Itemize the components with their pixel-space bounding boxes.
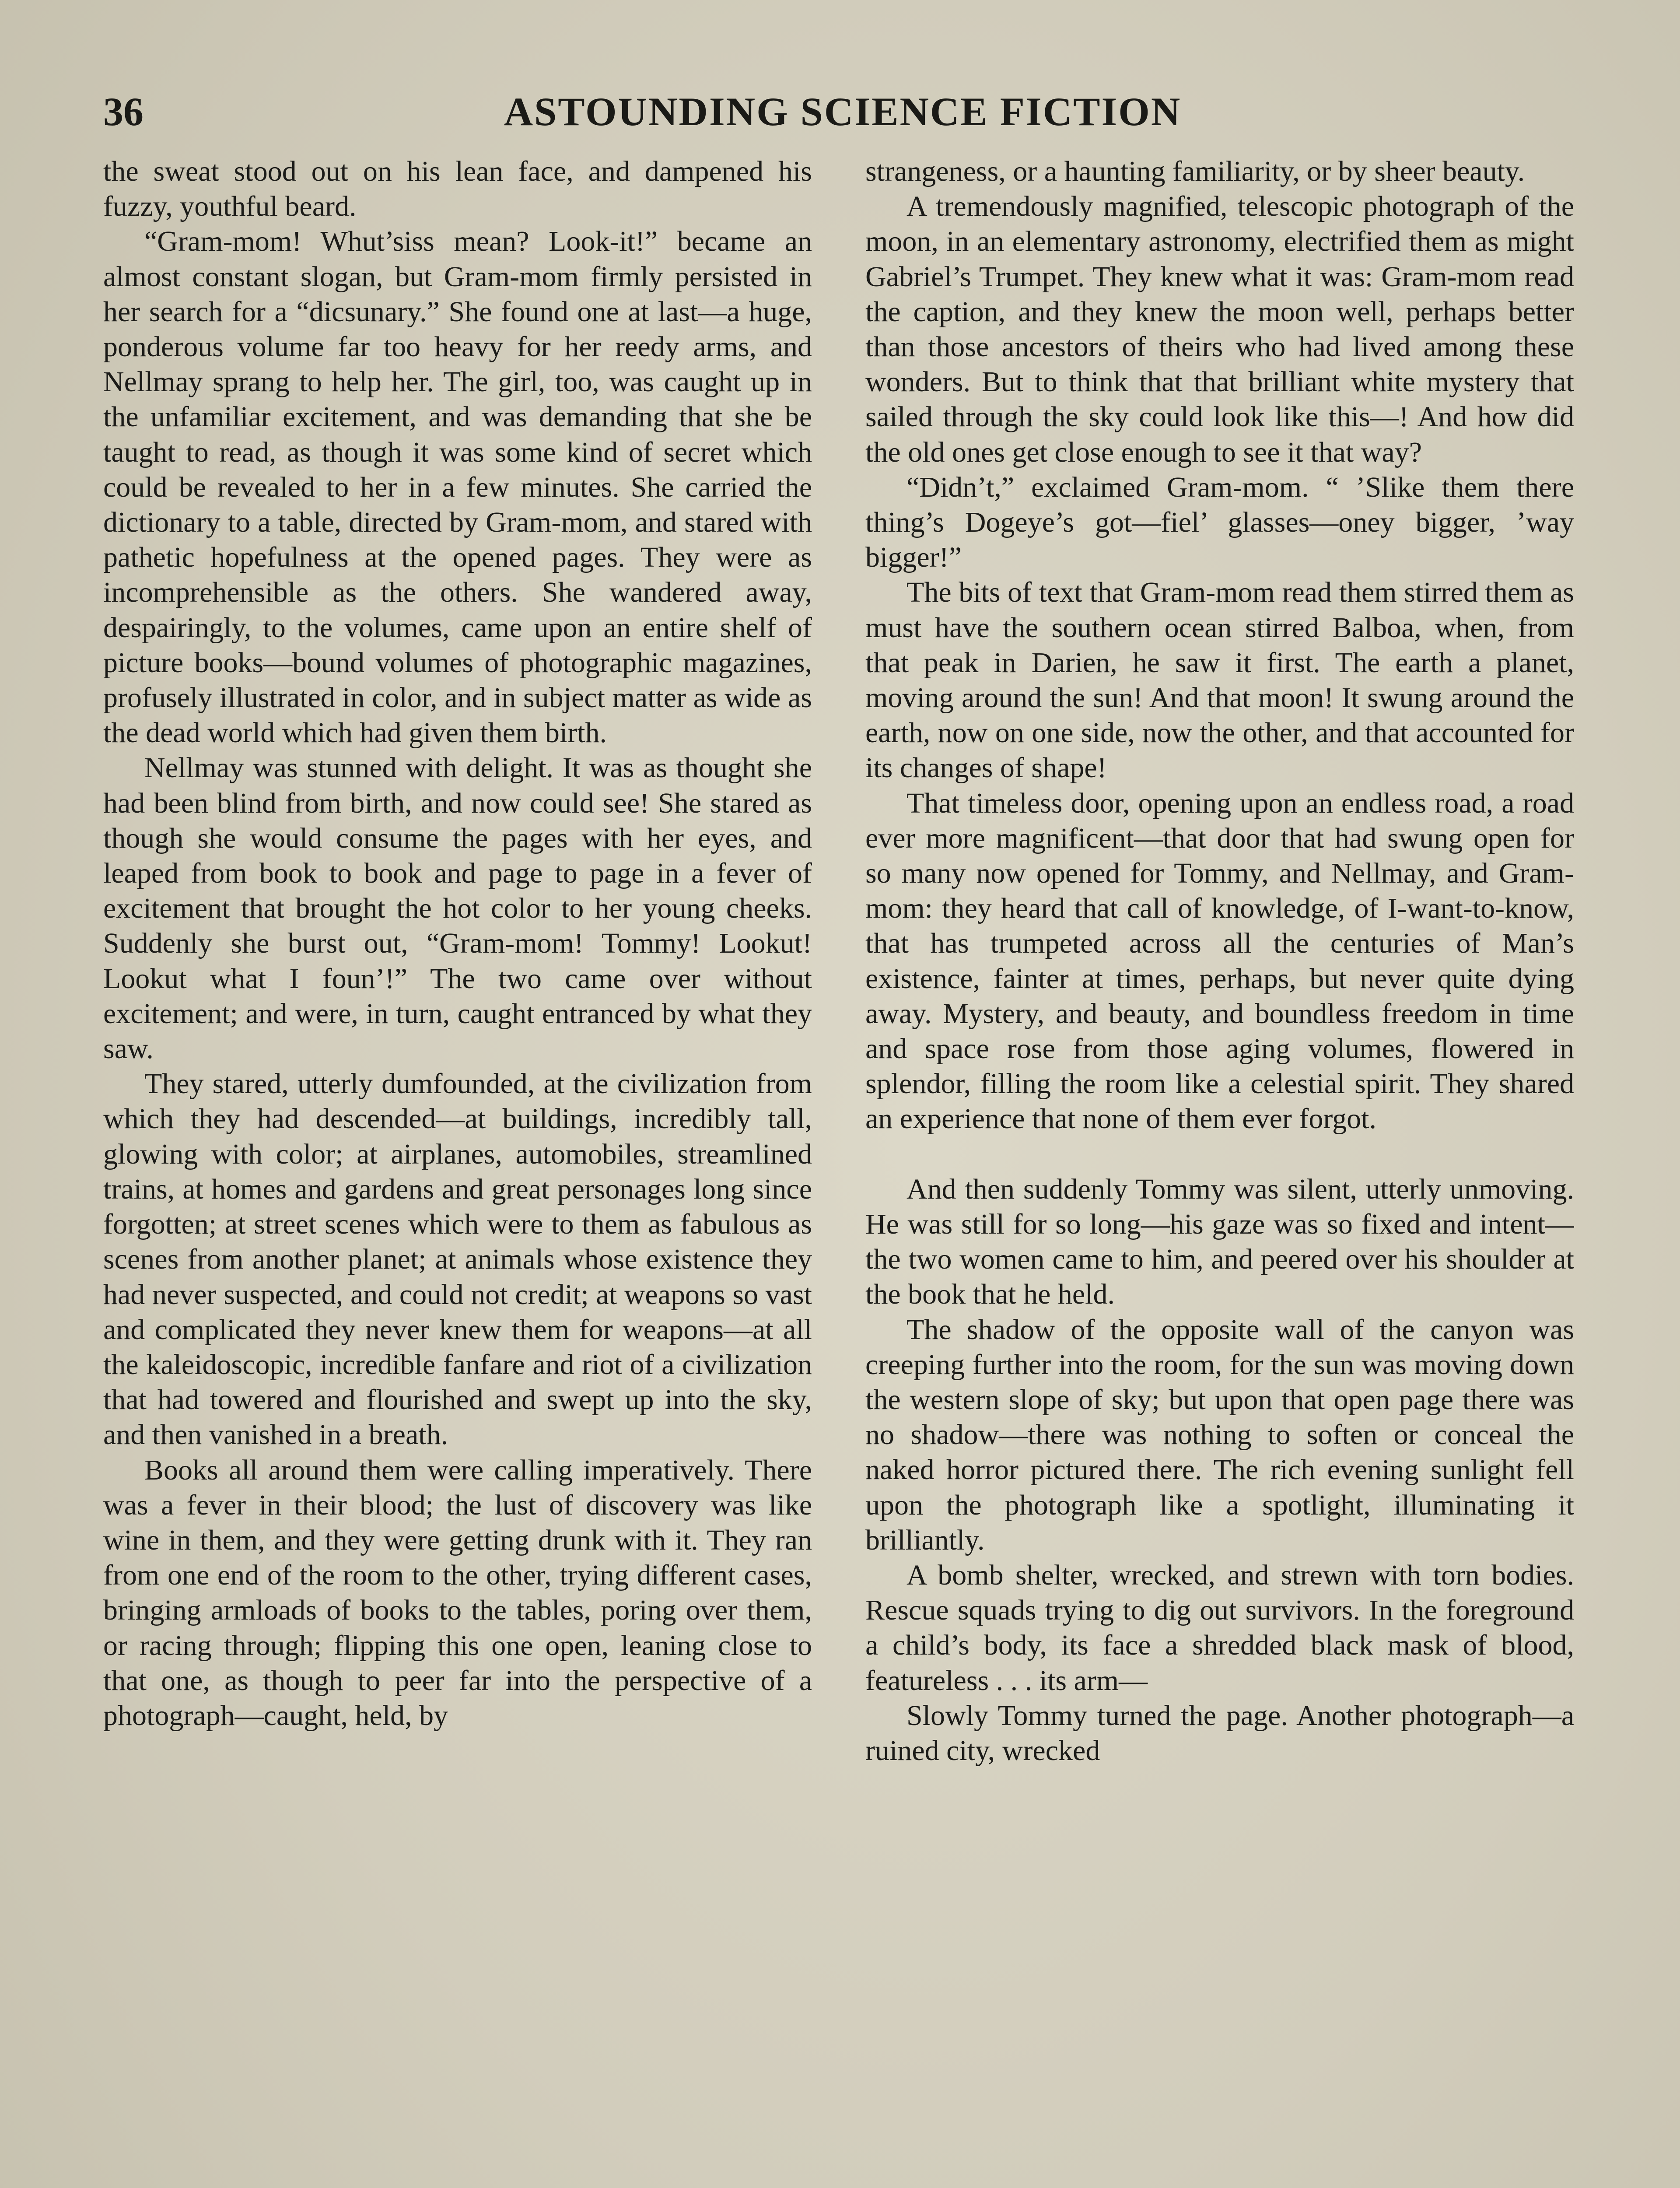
paragraph: “Didn’t,” exclaimed Gram-mom. “ ’Slike them there thing’s Dogeye’s got—fiel’ glasses—oney bigger, ’way bigger!” bbox=[865, 471, 1574, 574]
left-text-column bbox=[103, 154, 812, 2188]
paragraph: A tremendously magnified, telescopic photograph of the moon, in an elementary astronomy, electrified them as might Gabriel’s Trumpet. They knew what it was: Gram-mom read the caption, and they knew the moon well, perhaps better than those ancestors of theirs who had lived among these wonders. But to think that that brilliant white mystery that sailed through the sky could look like this—! And how did the old ones get close enough to see it that way? bbox=[865, 190, 1574, 468]
paragraph: “Gram-mom! Whut’siss mean? Look-it!” became an almost constant slogan, but Gram-mom firmly persisted in her search for a “dicsunary.” She found one at last—a huge, ponderous volume far too heavy for her reedy arms, and Nellmay sprang to help her. The girl, too, was caught up in the unfamiliar excitement, and was demanding that she be taught to read, as though it was some kind of secret which could be revealed to her in a few minutes. She carried the dictionary to a table, directed by Gram-mom, and stared with pathetic hopefulness at the opened pages. They were as incomprehensible as the others. She wandered away, despairingly, to the volumes, came upon an entire shelf of picture books—bound volumes of photographic magazines, profusely illustrated in color, and in subject matter as wide as the dead world which had given them birth. bbox=[103, 225, 812, 749]
paragraph: They stared, utterly dumfounded, at the civilization from which they had descended—at buildings, incredibly tall, glowing with color; at airplanes, automobiles, streamlined trains, at homes and gardens and great personages long since forgotten; at street scenes which were to them as fabulous as scenes from another planet; at animals whose existence they had never suspected, and could not credit; at weapons so vast and complicated they never knew them for weapons—at all the kaleidoscopic, incredible fanfare and riot of a civilization that had towered and flourished and swept up into the sky, and then vanished in a breath. bbox=[103, 1068, 812, 1451]
paragraph: the sweat stood out on his lean face, and dampened his fuzzy, youthful beard. bbox=[103, 155, 812, 223]
paragraph: A bomb shelter, wrecked, and strewn with torn bodies. Rescue squads trying to dig out survivors. In the foreground a child’s body, its face a shredded black mask of blood, featureless . . . its arm— bbox=[865, 1559, 1574, 1697]
running-title: ASTOUNDING SCIENCE FICTION bbox=[504, 89, 1182, 134]
paragraph: And then suddenly Tommy was silent, utterly unmoving. He was still for so long—his gaze was so fixed and intent—the two women came to him, and peered over his shoulder at the book that he held. bbox=[865, 1173, 1574, 1311]
paragraph: The shadow of the opposite wall of the canyon was creeping further into the room, for the sun was moving down the western slope of sky; but upon that open page there was no shadow—there was nothing to soften or conceal the naked horror pictured there. The rich evening sunlight fell upon the photograph like a spotlight, illuminating it brilliantly. bbox=[865, 1313, 1574, 1556]
page-number: 36 bbox=[103, 89, 144, 134]
paragraph: Slowly Tommy turned the page. Another photograph—a ruined city, wrecked bbox=[865, 1699, 1574, 1767]
paragraph: strangeness, or a haunting familiarity, or by sheer beauty. bbox=[865, 155, 1525, 187]
paragraph: Nellmay was stunned with delight. It was as thought she had been blind from birth, and now could see! She stared as though she would consume the pages with her eyes, and leaped from book to book and page to page in a fever of excitement that brought the hot color to her young cheeks. Suddenly she burst out, “Gram-mom! Tommy! Lookut! Lookut what I foun’!” The two came over without excitement; and were, in turn, caught entranced by what they saw. bbox=[103, 752, 812, 1065]
paragraph: That timeless door, opening upon an endless road, a road ever more magnificent—that door that had swung open for so many now opened for Tommy, and Nellmay, and Gram-mom: they heard that call of knowledge, of I-want-to-know, that has trumpeted across all the centuries of Man’s existence, fainter at times, perhaps, but never quite dying away. Mystery, and beauty, and boundless freedom in time and space rose from those aging volumes, flowered in splendor, filling the room like a celestial spirit. They shared an experience that none of them ever forgot. bbox=[865, 787, 1574, 1135]
paragraph: Books all around them were calling imperatively. There was a fever in their blood; the lust of discovery was like wine in them, and they were getting drunk with it. They ran from one end of the room to the other, trying different cases, bringing armloads of books to the tables, poring over them, or racing through; flipping this one open, leaning close to that one, as though to peer far into the perspective of a photograph—caught, held, by bbox=[103, 1454, 812, 1732]
right-text-column bbox=[865, 154, 1574, 2188]
page-header bbox=[103, 83, 1582, 140]
paragraph: The bits of text that Gram-mom read them stirred them as must have the southern ocean stirred Balboa, when, from that peak in Darien, he saw it first. The earth a planet, moving around the sun! And that moon! It swung around the earth, now on one side, now the other, and that accounted for its changes of shape! bbox=[865, 576, 1574, 784]
